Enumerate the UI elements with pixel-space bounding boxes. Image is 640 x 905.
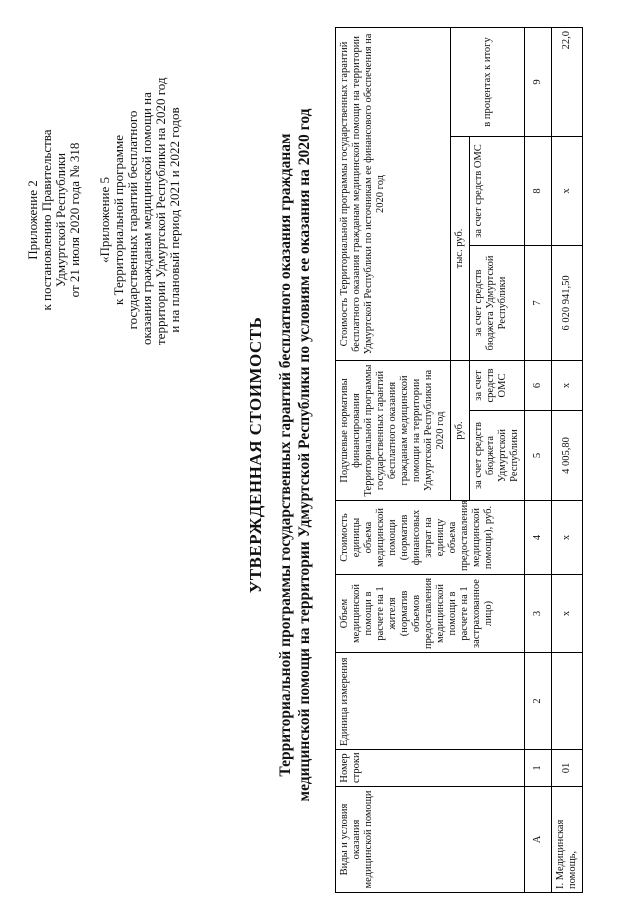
- header-cell: за счет средств бюджета Удмуртской Республики: [470, 245, 525, 360]
- header-cell: руб.: [451, 360, 470, 500]
- row-name: I. Медицинская помощь,: [552, 787, 583, 893]
- column-number: 9: [525, 27, 552, 136]
- column-number: 5: [525, 411, 552, 501]
- header-cell: за счет средств ОМС: [470, 136, 525, 245]
- row-oms-cost: х: [552, 136, 583, 245]
- appendix-block: [25, 77, 182, 345]
- header-cell: за счет средств бюджета Удмуртской Республики: [470, 411, 525, 501]
- header-cell: Подушевые нормативы финансирования Территориальной программы государственных гарантий бесплатного оказания гражданам медицинской помощи на территории Удмуртской Республики на 2020 год: [336, 360, 451, 500]
- header-cell: Стоимость Территориальной программы государственных гарантий бесплатного оказания гражданам медицинской помощи на территории Удмуртской Республики по источникам ее финансового обеспечения на 2020 год: [336, 27, 451, 360]
- appendix-line: оказания гражданам медицинской помощи на: [139, 92, 154, 345]
- row-unit-cost: х: [552, 501, 583, 575]
- row-budget-cost: 6 020 941,50: [552, 245, 583, 360]
- appendix-line: Удмуртской Республики: [53, 152, 68, 288]
- appendix-line: Приложение 2: [25, 180, 40, 260]
- row-oms-norm: х: [552, 360, 583, 410]
- appendix-line: к Территориальной программе: [111, 135, 126, 305]
- cost-table: [335, 27, 583, 893]
- table-row: [552, 27, 583, 892]
- appendix-line: и на плановый период 2021 и 2022 годов: [167, 107, 182, 333]
- appendix-line: территории Удмуртской Республики на 2020 год: [153, 77, 168, 345]
- column-number: 7: [525, 245, 552, 360]
- title-line-2: медицинской помощи на территории Удмуртской Республики по условиям ее оказания на 2020 год: [296, 108, 313, 802]
- header-cell: Виды и условия оказания медицинской помощи: [336, 787, 525, 893]
- document-title: [246, 45, 314, 865]
- header-cell: в процентах к итогу: [451, 27, 525, 136]
- column-number: 2: [525, 653, 552, 750]
- row-unit: [552, 653, 583, 750]
- row-line-number: 01: [552, 750, 583, 787]
- spacer: [82, 95, 98, 345]
- header-cell: тыс. руб.: [451, 136, 470, 360]
- appendix-line: «Приложение 5: [97, 176, 112, 264]
- column-number: 6: [525, 360, 552, 410]
- appendix-line: к постановлению Правительства: [39, 129, 54, 311]
- row-volume: х: [552, 575, 583, 653]
- title-line-1: Территориальной программы государственных гарантий бесплатного оказания гражданам: [277, 133, 294, 777]
- appendix-line: государственных гарантий бесплатного: [125, 110, 140, 330]
- column-number: 4: [525, 501, 552, 575]
- header-cell: Стоимость единицы объема медицинской помощи (норматив финансовых затрат на единицу объема предоставления медицинской помощи), руб.: [336, 501, 525, 575]
- column-number: А: [525, 787, 552, 893]
- title-main: УТВЕРЖДЕННАЯ СТОИМОСТЬ: [246, 316, 265, 594]
- appendix-line: от 21 июля 2020 года № 318: [67, 142, 82, 298]
- header-cell: Номер строки: [336, 750, 525, 787]
- header-cell: Объем медицинской помощи в расчете на 1 жителя (норматив объемов предоставления медицинской помощи в расчете на 1 застрахованное лицо): [336, 575, 525, 653]
- column-number: 8: [525, 136, 552, 245]
- header-cell: Единица измерения: [336, 653, 525, 750]
- column-number: 1: [525, 750, 552, 787]
- column-number: 3: [525, 575, 552, 653]
- row-percent: 22,0: [552, 27, 583, 136]
- row-budget-norm: 4 005,80: [552, 411, 583, 501]
- header-cell: за счет средств ОМС: [470, 360, 525, 410]
